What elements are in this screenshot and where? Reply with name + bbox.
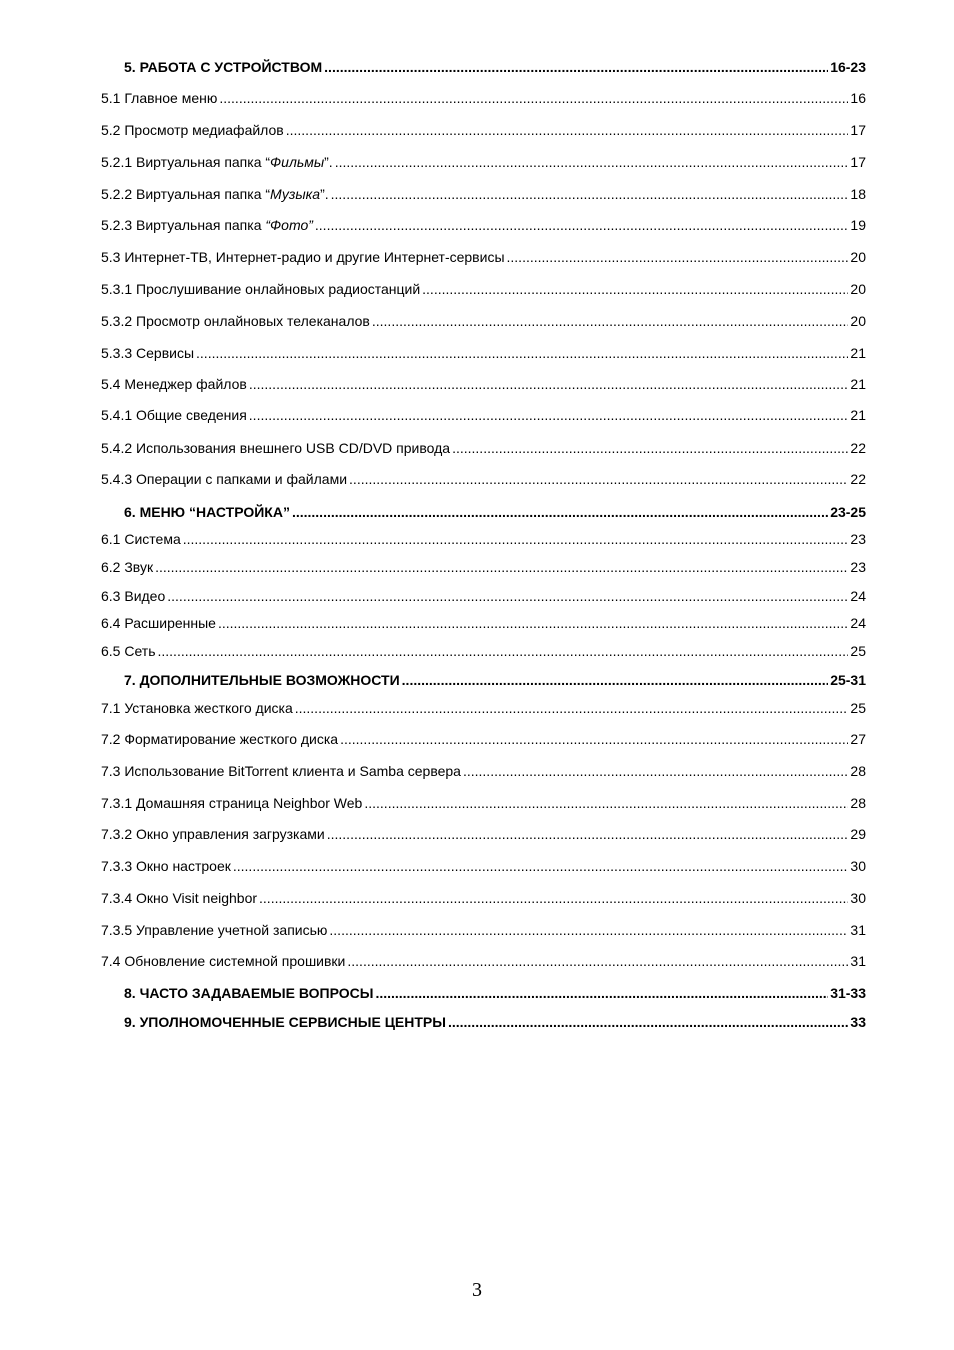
leader-dots (364, 795, 848, 811)
toc-page: 24 (850, 615, 866, 631)
toc-item (101, 643, 866, 659)
toc-page: 23-25 (830, 504, 866, 520)
toc-section-6 (124, 504, 866, 520)
toc-title: 5.3.3 Сервисы (101, 345, 195, 361)
toc-title: 7.4 Обновление системной прошивки (101, 953, 346, 969)
leader-dots (372, 313, 849, 329)
toc-page: 21 (850, 345, 866, 361)
toc-item (101, 471, 866, 487)
toc-title: 5.4.2 Использования внешнего USB CD/DVD привода (101, 440, 451, 456)
toc-title: 5.4 Менеджер файлов (101, 376, 247, 392)
toc-item (101, 615, 866, 631)
toc-title: 6.4 Расширенные (101, 615, 216, 631)
toc-page: 23 (850, 531, 866, 547)
toc-item (101, 826, 866, 842)
toc-title-prefix: 5.2.1 Виртуальная папка “ (101, 154, 271, 170)
toc-title: 7.3.5 Управление учетной записью (101, 922, 328, 938)
toc-page: 30 (850, 858, 866, 874)
toc-title: 5.4.3 Операции с папками и файлами (101, 471, 348, 487)
toc-page: 25 (850, 643, 866, 659)
leader-dots (292, 504, 828, 520)
toc-item (101, 890, 866, 906)
toc-title: 7.3.3 Окно настроек (101, 858, 231, 874)
toc-title: 5.2 Просмотр медиафайлов (101, 122, 284, 138)
toc-item (101, 281, 866, 297)
leader-dots (249, 407, 849, 423)
toc-title: 6.1 Система (101, 531, 181, 547)
toc-title-prefix: 5.2.2 Виртуальная папка “ (101, 186, 271, 202)
toc-page: 31 (850, 922, 866, 938)
toc-title: 7.3 Использование BitTorrent клиента и Samba сервера (101, 763, 461, 779)
leader-dots (335, 154, 849, 170)
toc-page: 21 (850, 407, 866, 423)
toc-title: 6.5 Сеть (101, 643, 156, 659)
toc-item (101, 249, 866, 265)
toc-page: 25-31 (830, 672, 866, 688)
toc-item (101, 559, 866, 575)
toc-title: 7.3.2 Окно управления загрузками (101, 826, 325, 842)
toc-item (101, 795, 866, 811)
leader-dots (422, 281, 848, 297)
toc-item (101, 90, 866, 106)
toc-page: 22 (850, 440, 866, 456)
leader-dots (327, 826, 849, 842)
leader-dots (167, 588, 848, 604)
toc-item (101, 858, 866, 874)
toc-title: 6.3 Видео (101, 588, 166, 604)
toc-item (101, 407, 866, 423)
toc-item (101, 922, 866, 938)
toc-page: 19 (850, 217, 866, 233)
toc-title: 6. МЕНЮ “НАСТРОЙКА” (124, 504, 290, 520)
toc-page: 20 (850, 249, 866, 265)
leader-dots (295, 700, 849, 716)
toc-title: 5.3 Интернет-ТВ, Интернет-радио и другие Интернет-сервисы (101, 249, 505, 265)
toc-item (101, 345, 866, 361)
leader-dots (331, 186, 849, 202)
toc-item (101, 154, 866, 170)
toc-item (101, 440, 866, 456)
toc-title (101, 154, 333, 170)
toc-item (101, 953, 866, 969)
toc-item (101, 700, 866, 716)
leader-dots (183, 531, 849, 547)
leader-dots (259, 890, 848, 906)
toc-title-emphasis: Музыка (270, 186, 321, 202)
toc-title: 5. РАБОТА С УСТРОЙСТВОМ (124, 59, 323, 75)
toc-page: 29 (850, 826, 866, 842)
toc-page: 17 (850, 122, 866, 138)
toc-title: 5.3.1 Прослушивание онлайновых радиостанций (101, 281, 421, 297)
toc-title: 7.3.1 Домашняя страница Neighbor Web (101, 795, 363, 811)
toc-page: 22 (850, 471, 866, 487)
toc-page: 16 (850, 90, 866, 106)
toc-title (101, 217, 313, 233)
leader-dots (315, 217, 849, 233)
toc-page: 31-33 (830, 985, 866, 1001)
toc-title: 5.4.1 Общие сведения (101, 407, 247, 423)
toc-title: 7.2 Форматирование жесткого диска (101, 731, 339, 747)
toc-title: 5.1 Главное меню (101, 90, 218, 106)
toc-title: 7.1 Установка жесткого диска (101, 700, 293, 716)
toc-title-suffix: ”. (324, 154, 333, 170)
leader-dots (452, 440, 848, 456)
toc-page: 20 (850, 281, 866, 297)
toc-title-emphasis: “Фото” (265, 217, 313, 233)
toc-page: 21 (850, 376, 866, 392)
toc-item (101, 376, 866, 392)
leader-dots (448, 1014, 848, 1030)
leader-dots (233, 858, 849, 874)
leader-dots (375, 985, 828, 1001)
toc-page: 17 (850, 154, 866, 170)
toc-section-9 (124, 1014, 866, 1030)
toc-title (101, 186, 329, 202)
toc-item (101, 588, 866, 604)
toc-page: 30 (850, 890, 866, 906)
leader-dots (155, 559, 848, 575)
toc-title-emphasis: Фильмы (270, 154, 325, 170)
leader-dots (324, 59, 828, 75)
toc-title: 5.3.2 Просмотр онлайновых телеканалов (101, 313, 370, 329)
leader-dots (219, 90, 848, 106)
toc-page: 20 (850, 313, 866, 329)
toc-title: 8. ЧАСТО ЗАДАВАЕМЫЕ ВОПРОСЫ (124, 985, 374, 1001)
leader-dots (329, 922, 848, 938)
toc-item (101, 217, 866, 233)
leader-dots (218, 615, 848, 631)
toc-page: 24 (850, 588, 866, 604)
leader-dots (349, 471, 848, 487)
leader-dots (463, 763, 848, 779)
leader-dots (340, 731, 848, 747)
toc-title: 7.3.4 Окно Visit neighbor (101, 890, 258, 906)
toc-page: 23 (850, 559, 866, 575)
toc-page: 16-23 (830, 59, 866, 75)
toc-item (101, 531, 866, 547)
toc-section-7 (124, 672, 866, 688)
toc-title: 9. УПОЛНОМОЧЕННЫЕ СЕРВИСНЫЕ ЦЕНТРЫ (124, 1014, 446, 1030)
leader-dots (402, 672, 829, 688)
toc-item (101, 122, 866, 138)
toc-item (101, 731, 866, 747)
toc-section-5 (124, 59, 866, 75)
leader-dots (158, 643, 849, 659)
leader-dots (507, 249, 849, 265)
page-number: 3 (472, 1279, 482, 1301)
toc-title-prefix: 5.2.3 Виртуальная папка (101, 217, 266, 233)
leader-dots (347, 953, 848, 969)
toc-page: 28 (850, 763, 866, 779)
toc-page: 33 (850, 1014, 866, 1030)
toc-page: 31 (850, 953, 866, 969)
leader-dots (286, 122, 849, 138)
leader-dots (249, 376, 849, 392)
toc-item (101, 186, 866, 202)
toc-page: 25 (850, 700, 866, 716)
toc-page: 18 (850, 186, 866, 202)
toc-page: 27 (850, 731, 866, 747)
toc-item (101, 763, 866, 779)
toc-item (101, 313, 866, 329)
toc-page: 28 (850, 795, 866, 811)
toc-title: 7. ДОПОЛНИТЕЛЬНЫЕ ВОЗМОЖНОСТИ (124, 672, 400, 688)
toc-section-8 (124, 985, 866, 1001)
toc-title: 6.2 Звук (101, 559, 154, 575)
toc-title-suffix: ”. (320, 186, 329, 202)
leader-dots (196, 345, 848, 361)
